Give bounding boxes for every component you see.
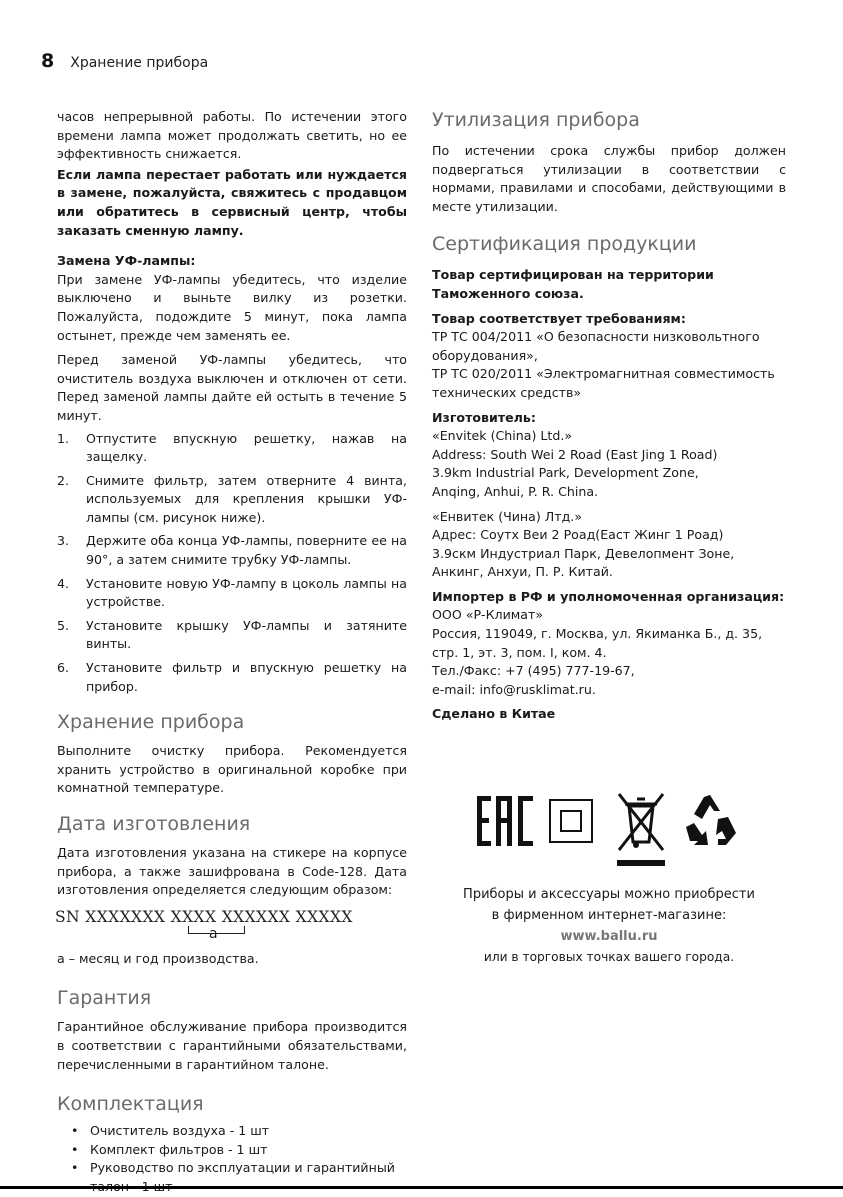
- storage-text: Выполните очистку прибора. Рекомендуется хранить устройство в оригинальной коробке при комнатной температуре.: [57, 743, 407, 796]
- certification-statement: Товар сертифицирован на территории Таможенного союза.: [432, 267, 714, 301]
- left-column: [57, 108, 407, 1197]
- list-item: • Руководство по эксплуатации и гарантийный: [71, 1160, 395, 1176]
- disposal-text: По истечении срока службы прибор должен подвергаться утилизации в соответствии с нормами, правилами и способами, действующими в месте утилизации.: [432, 143, 786, 214]
- importer-line: стр. 1, эт. 3, пом. I, ком. 4.: [432, 644, 607, 660]
- step-item: 6. Установите фильтр и впускную решетку на прибор.: [57, 660, 407, 694]
- manufacturer-heading: Изготовитель:: [432, 409, 536, 425]
- lamp-warning: Если лампа перестает работать или нуждается в замене, пожалуйста, свяжитесь с продавцом или обратитесь в сервисный центр, чтобы заказать сменную лампу.: [57, 166, 407, 238]
- step-item: 1. Отпустите впускную решетку, нажав на защелку.: [57, 430, 407, 465]
- importer-line: e-mail: info@rusklimat.ru.: [432, 681, 596, 697]
- step-item: 3. Держите оба конца УФ-лампы, поверните ее на 90°, а затем снимите трубку УФ-лампы.: [57, 533, 407, 568]
- manufacturer-ru-line: Адрес: Соутх Веи 2 Роад(Еаст Жинг 1 Роад): [432, 527, 724, 543]
- page-number: 8: [41, 50, 55, 72]
- certification-logos: [477, 790, 747, 870]
- manufacturer-line: «Envitek (China) Ltd.»: [432, 428, 573, 444]
- uv-replace-paragraph-2: Перед заменой УФ-лампы убедитесь, что очиститель воздуха выключен и отключен от сети. Перед заменой лампы дайте ей остыть в течение 5 минут.: [57, 352, 407, 423]
- certification-title: Сертификация продукции: [432, 233, 697, 256]
- weee-bin-icon: [615, 790, 667, 868]
- recycle-icon: [682, 793, 738, 847]
- manufacturer-ru-line: Анкинг, Анхуи, П. Р. Китай.: [432, 564, 613, 580]
- step-item: 5. Установите крышку УФ-лампы и затяните винты.: [57, 617, 407, 652]
- storage-title: Хранение прибора: [57, 711, 245, 734]
- warranty-text: Гарантийное обслуживание прибора производится в соответствии с гарантийными обязательствами, перечисленными в гарантийном талоне.: [57, 1019, 407, 1072]
- made-in: Сделано в Китае: [432, 706, 556, 722]
- uv-replace-heading: Замена УФ-лампы:: [57, 253, 196, 269]
- kit-title: Комплектация: [57, 1093, 204, 1116]
- serial-marker: a: [209, 925, 218, 942]
- warranty-title: Гарантия: [57, 987, 152, 1010]
- manufacturer-line: Address: South Wei 2 Road (East Jing 1 Road): [432, 446, 718, 462]
- importer-heading: Импортер в РФ и уполномоченная организация:: [432, 588, 785, 604]
- manufacturer-line: Anqing, Anhui, P. R. China.: [432, 483, 599, 499]
- requirement-line: ТР ТС 020/2011 «Электромагнитная совместимость технических средств»: [432, 366, 775, 400]
- serial-number-diagram: [57, 908, 407, 950]
- uv-replace-paragraph-1: При замене УФ-лампы убедитесь, что изделие выключено и выньте вилку из розетки. Пожалуйста, подождите 5 минут, пока лампа остынет, прежде чем заменять ее.: [57, 271, 407, 343]
- requirements-heading: Товар соответствует требованиям:: [432, 310, 686, 326]
- importer-line: Россия, 119049, г. Москва, ул. Якиманка Б., д. 35,: [432, 626, 763, 642]
- uv-replace-steps: [57, 430, 407, 697]
- shop-info: [432, 884, 786, 968]
- eac-logo-icon: [477, 796, 535, 846]
- serial-number-code: SN XXXXXXX XXXX XXXXXX XXXXX: [55, 907, 353, 926]
- double-insulation-icon: [549, 799, 593, 843]
- disposal-title: Утилизация прибора: [432, 109, 640, 131]
- serial-note: а – месяц и год производства.: [57, 950, 259, 966]
- importer-line: ООО «Р-Климат»: [432, 607, 544, 623]
- shop-line: Приборы и аксессуары можно приобрести: [463, 887, 755, 902]
- manufacturer-line: 3.9km Industrial Park, Development Zone,: [432, 465, 699, 481]
- shop-line: в фирменном интернет-магазине:: [491, 908, 727, 923]
- shop-url-link[interactable]: www.ballu.ru: [560, 929, 658, 944]
- manufacture-date-title: Дата изготовления: [57, 813, 251, 835]
- manufacture-date-text: Дата изготовления указана на стикере на корпусе прибора, а также зашифрована в Code-128. Дата изготовления определяется следующим образом:: [57, 845, 407, 898]
- manufacturer-ru-line: 3.9скм Индустриал Парк, Девелопмент Зоне,: [432, 545, 735, 561]
- list-item: • Комплект фильтров - 1 шт: [71, 1141, 268, 1157]
- page-header: [41, 50, 208, 72]
- step-item: 4. Установите новую УФ-лампу в цоколь лампы на устройстве.: [57, 575, 407, 610]
- step-item: 2. Снимите фильтр, затем отверните 4 винта, используемых для крепления крышки УФ-лампы (см. рисунок ниже).: [57, 472, 407, 525]
- importer-line: Тел./Факс: +7 (495) 777-19-67,: [432, 663, 635, 679]
- requirement-line: ТР ТС 004/2011 «О безопасности низковольтного оборудования»,: [432, 329, 760, 363]
- list-item: • Очиститель воздуха - 1 шт: [71, 1123, 270, 1139]
- manufacturer-ru-line: «Енвитек (Чина) Лтд.»: [432, 508, 583, 524]
- intro-paragraph: часов непрерывной работы. По истечении этого времени лампа может продолжать светить, но ее эффективность снижается.: [57, 109, 407, 162]
- shop-line: или в торговых точках вашего города.: [483, 950, 735, 964]
- right-column: [432, 108, 786, 724]
- running-section-title: Хранение прибора: [70, 55, 209, 71]
